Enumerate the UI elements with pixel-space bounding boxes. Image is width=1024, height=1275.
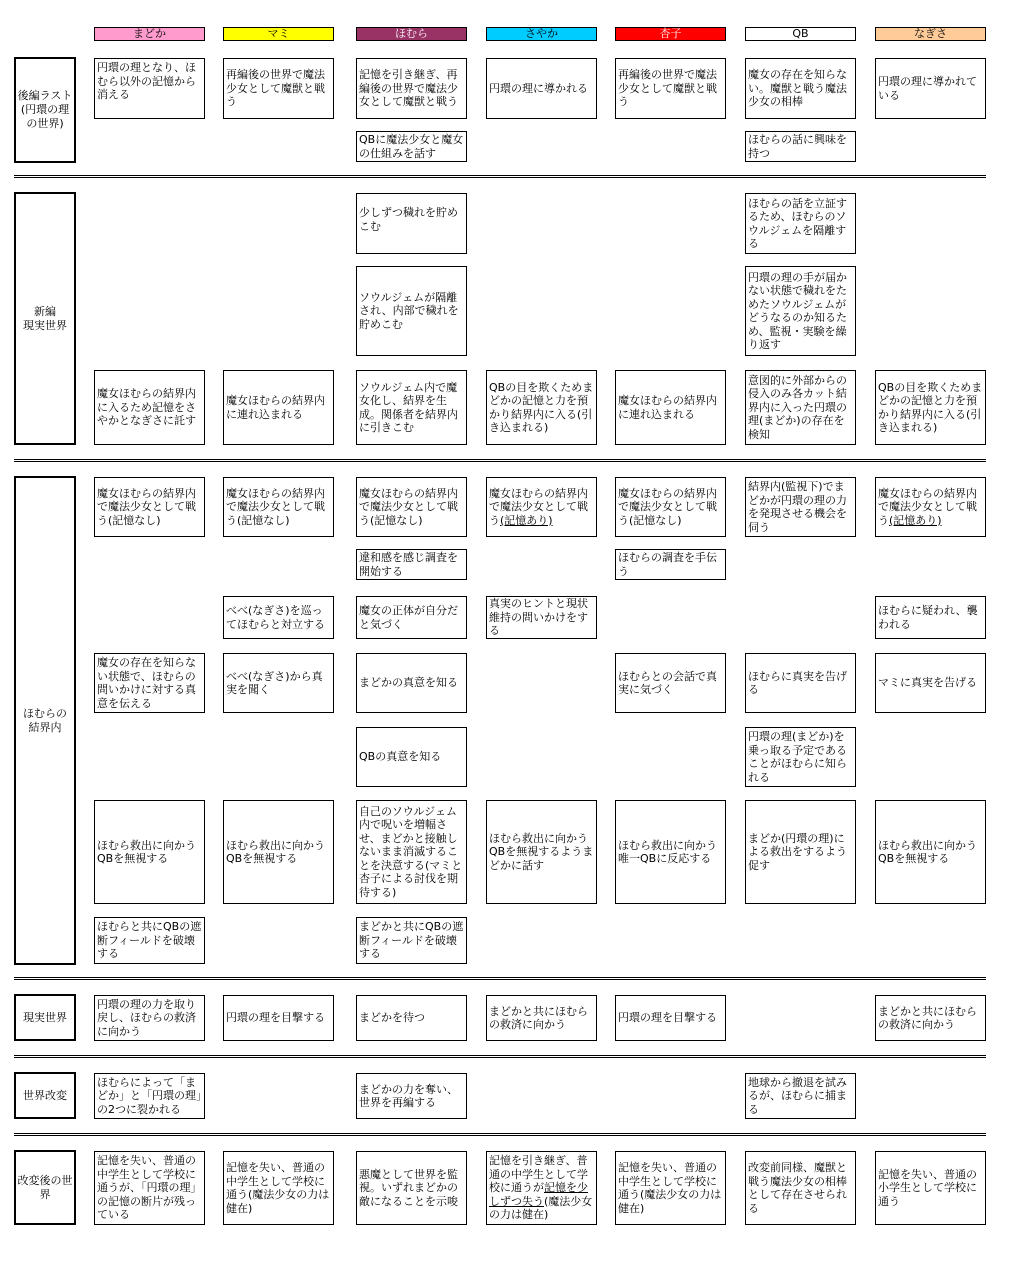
- cell-text: ほむらとの会話で真実に気づく: [618, 669, 717, 696]
- cell-text: 少しずつ穢れを貯めこむ: [359, 206, 458, 233]
- cell-text: ほむらによって「まどか」と「円環の理」の2つに裂かれる: [97, 1075, 202, 1116]
- cell-s5-qb: [745, 1073, 856, 1119]
- cell-text: 結界内(監視下)でまどかが円環の理の力を発現させる機会を伺う: [748, 480, 847, 534]
- cell-s3-mami-4: [223, 653, 334, 713]
- cell-text-part: 魔女ほむらの結界内で魔法少女として戦う: [489, 486, 588, 527]
- cell-s3-madoka-6: [94, 800, 205, 904]
- cell-text: 魔女ほむらの結界内で魔法少女として戦う(記憶なし): [226, 486, 325, 527]
- cell-s2-qb-1: [745, 193, 856, 254]
- cell-text: [878, 487, 983, 528]
- cell-s3-qb-5: [745, 727, 856, 787]
- cell-s3-nagisa-4: [875, 653, 986, 713]
- cell-text: QBに魔法少女と魔女の仕組みを話す: [359, 133, 464, 160]
- cell-text: 記憶を失い、普通の中学生として学校に通うが、「円環の理」の記憶の断片が残っている: [97, 1154, 202, 1222]
- cell-text: 円環の理となり、ほむら以外の記憶から消える: [97, 61, 196, 101]
- section-divider: [14, 1055, 986, 1058]
- cell-text: ほむら救出に向かう唯一QBに反応する: [618, 838, 717, 865]
- cell-text: [489, 487, 594, 528]
- cell-s6-homura: [356, 1151, 467, 1225]
- cell-s3-qb-6: [745, 800, 856, 904]
- cell-text: まどか(円環の理)による救出をするよう促す: [748, 831, 847, 872]
- cell-text: QBの目を欺くためまどかの記憶と力を預かり結界内に入る(引き込まれる): [489, 380, 594, 434]
- cell-text: ほむら救出に向かうQBを無視する: [226, 838, 325, 865]
- cell-s3-sayaka-3: [486, 596, 597, 639]
- cell-s5-homura: [356, 1073, 467, 1119]
- cell-text: 円環の理(まどか)を乗っ取る予定であることがほむらに知られる: [748, 730, 847, 784]
- cell-s2-homura-1: [356, 193, 467, 254]
- section-label-1: [14, 57, 76, 163]
- section-label-6-text: 改変後の世界: [17, 1173, 73, 1201]
- cell-s3-homura-6: [356, 800, 467, 904]
- cell-text: 魔女ほむらの結界内に連れ込まれる: [226, 394, 325, 421]
- cell-text: べべ(なぎさ)から真実を聞く: [226, 669, 323, 696]
- cell-text: 魔女の正体が自分だと気づく: [359, 604, 458, 631]
- cell-text-part: 記憶を引き継ぎ、普通の中学生として学校に通うが: [489, 1154, 588, 1195]
- cell-s3-sayaka-1: [486, 477, 597, 537]
- cell-text: ほむらの話を立証するため、ほむらのソウルジェムを隔離する: [748, 196, 847, 250]
- cell-s1-qb: [745, 58, 856, 119]
- cell-s3-madoka-4: [94, 653, 205, 713]
- section-divider: [14, 1133, 986, 1136]
- cell-s2-mami-3: [223, 370, 334, 445]
- cell-s3-nagisa-1: [875, 477, 986, 537]
- section-label-5: [14, 1072, 76, 1119]
- cell-text: 再編後の世界で魔法少女として魔獣と戦う: [618, 68, 717, 109]
- cell-text: 地球から撤退を試みるが、ほむらに捕まる: [748, 1075, 847, 1116]
- cell-text: 円環の理に導かれている: [878, 75, 977, 102]
- cell-s3-homura-2: [356, 549, 467, 580]
- cell-text: 真実のヒントと現状維持の問いかけをする: [489, 597, 588, 638]
- cell-s3-kyoko-6: [615, 800, 726, 904]
- cell-text: ほむら救出に向かうQBを無視する: [878, 838, 977, 865]
- cell-s2-kyoko-3: [615, 370, 726, 445]
- cell-s1-nagisa: [875, 58, 986, 119]
- cell-s3-kyoko-2: [615, 549, 726, 580]
- cell-s3-mami-1: [223, 477, 334, 537]
- section-label-3: [14, 476, 76, 965]
- cell-s3-nagisa-6: [875, 800, 986, 904]
- cell-s6-nagisa: [875, 1151, 986, 1225]
- cell-s3-kyoko-1: [615, 477, 726, 537]
- section-label-2-text: 新編 現実世界: [23, 304, 67, 332]
- cell-s3-homura-7: [356, 917, 467, 964]
- header-qb: QB: [745, 27, 856, 41]
- cell-s5-madoka: [94, 1073, 205, 1119]
- cell-text: 円環の理の手が届かない状態で穢れをためたソウルジェムがどうなるのか知るため、監視・実験を繰り返す: [748, 270, 847, 351]
- cell-s3-mami-3: [223, 596, 334, 639]
- cell-text: 改変前同様、魔獣と戦う魔法少女の相棒として存在させられる: [748, 1161, 847, 1215]
- cell-s3-homura-3: [356, 596, 467, 639]
- cell-s4-madoka: [94, 995, 205, 1041]
- cell-s4-kyoko: [615, 995, 726, 1041]
- cell-text: まどかを待つ: [359, 1011, 425, 1025]
- cell-text: ソウルジェムが隔離され、内部で穢れを貯めこむ: [359, 290, 459, 331]
- cell-text: 記憶を失い、普通の小学生として学校に通う: [878, 1167, 977, 1208]
- cell-s3-sayaka-6: [486, 800, 597, 904]
- cell-s4-sayaka: [486, 995, 597, 1041]
- cell-s4-nagisa: [875, 995, 986, 1041]
- cell-text: ほむらの話に興味を持つ: [748, 133, 847, 160]
- cell-s3-madoka-1: [94, 477, 205, 537]
- cell-text: 魔女の存在を知らない状態で、ほむらの問いかけに対する真意を伝える: [97, 656, 196, 710]
- cell-text: 円環の理を目撃する: [618, 1011, 717, 1025]
- cell-s2-homura-3: [356, 370, 467, 445]
- memory-note: 記憶を少しずつ失う: [489, 1181, 588, 1208]
- cell-s4-mami: [223, 995, 334, 1041]
- header-kyoko: 杏子: [615, 27, 726, 41]
- cell-text: まどかの真意を知る: [359, 676, 458, 690]
- cell-text: まどかと共にほむらの救済に向かう: [489, 1004, 588, 1031]
- cell-text: 記憶を引き継ぎ、再編後の世界で魔法少女として魔獣と戦う: [359, 68, 458, 109]
- cell-text: 記憶を失い、普通の中学生として学校に通う(魔法少女の力は健在): [226, 1161, 330, 1215]
- section-label-3-text: ほむらの 結界内: [23, 706, 67, 734]
- cell-text: ほむらに真実を告げる: [748, 669, 847, 696]
- cell-text: まどかの力を奪い、世界を再編する: [359, 1082, 458, 1109]
- section-label-4: [14, 994, 76, 1041]
- memory-note: (記憶あり): [889, 513, 942, 527]
- cell-text-part: 魔女ほむらの結界内で魔法少女として戦う: [878, 486, 977, 527]
- cell-s2-qb-3: [745, 370, 856, 445]
- cell-s1-qb-2: [745, 131, 856, 162]
- section-label-2: [14, 192, 76, 445]
- cell-s2-nagisa-3: [875, 370, 986, 445]
- cell-s1-homura: [356, 58, 467, 119]
- cell-s1-kyoko: [615, 58, 726, 119]
- section-label-6: [14, 1150, 76, 1225]
- section-divider: [14, 977, 986, 980]
- header-madoka: まどか: [94, 27, 205, 41]
- cell-text: 魔女ほむらの結界内に連れ込まれる: [618, 394, 717, 421]
- cell-text: 円環の理の力を取り戻し、ほむらの救済に向かう: [97, 997, 196, 1038]
- cell-text: [489, 1154, 594, 1222]
- section-divider: [14, 175, 986, 178]
- cell-s3-kyoko-4: [615, 653, 726, 713]
- cell-text: ほむらに疑われ、襲われる: [878, 604, 978, 631]
- cell-text: 円環の理を目撃する: [226, 1011, 325, 1025]
- cell-text: QBの真意を知る: [359, 750, 442, 764]
- cell-text: 魔女ほむらの結界内で魔法少女として戦う(記憶なし): [97, 486, 196, 527]
- cell-s3-nagisa-3: [875, 596, 986, 639]
- cell-s6-madoka: [94, 1151, 205, 1225]
- section-label-1-text: 後編ラスト(円環の理の世界): [17, 89, 73, 130]
- cell-text: ソウルジェム内で魔女化し、結界を生成。関係者を結界内に引きこむ: [359, 380, 458, 434]
- cell-text: 魔女の存在を知らない。魔獣と戦う魔法少女の相棒: [748, 68, 847, 109]
- cell-text: QBの目を欺くためまどかの記憶と力を預かり結界内に入る(引き込まれる): [878, 380, 983, 434]
- cell-text: 記憶を失い、普通の中学生として学校に通う(魔法少女の力は健在): [618, 1161, 722, 1215]
- cell-s2-homura-2: [356, 266, 467, 356]
- cell-text: 魔女ほむらの結界内に入るため記憶をさやかとなぎさに託す: [97, 387, 196, 428]
- cell-s1-madoka: [94, 58, 205, 119]
- cell-s1-mami: [223, 58, 334, 119]
- cell-text-part: (魔法少女の力は健在): [489, 1194, 593, 1222]
- cell-s3-homura-5: [356, 727, 467, 787]
- cell-text: 意図的に外部からの侵入のみ各カット結界内に入った円環の理(まどか)の存在を検知: [748, 373, 847, 441]
- section-label-4-text: 現実世界: [23, 1010, 67, 1024]
- cell-text: ほむらと共にQBの遮断フィールドを破壊する: [97, 920, 202, 961]
- cell-s2-madoka-3: [94, 370, 205, 445]
- header-homura: ほむら: [356, 27, 467, 41]
- cell-s6-mami: [223, 1151, 334, 1225]
- cell-text: まどかと共にQBの遮断フィールドを破壊する: [359, 920, 464, 961]
- cell-text: 違和感を感じ調査を開始する: [359, 551, 458, 578]
- cell-text: 魔女ほむらの結界内で魔法少女として戦う(記憶なし): [359, 486, 458, 527]
- cell-s3-qb-1: [745, 477, 856, 537]
- cell-text: ほむら救出に向かうQBを無視する: [97, 838, 196, 865]
- header-mami: マミ: [223, 27, 334, 41]
- header-nagisa: なぎさ: [875, 27, 986, 41]
- cell-text: 魔女ほむらの結界内で魔法少女として戦う(記憶なし): [618, 486, 717, 527]
- cell-text: ほむら救出に向かうQBを無視するようまどかに話す: [489, 831, 594, 872]
- cell-text: 悪魔として世界を監視。いずれまどかの敵になることを示唆: [359, 1167, 458, 1208]
- cell-text: 円環の理に導かれる: [489, 81, 588, 95]
- cell-s3-qb-4: [745, 653, 856, 713]
- cell-text: まどかと共にほむらの救済に向かう: [878, 1004, 977, 1031]
- section-label-5-text: 世界改変: [23, 1088, 67, 1102]
- cell-s2-sayaka-3: [486, 370, 597, 445]
- cell-s3-homura-1: [356, 477, 467, 537]
- cell-s4-homura: [356, 995, 467, 1041]
- cell-s1-homura-2: [356, 131, 467, 162]
- cell-s3-homura-4: [356, 653, 467, 713]
- cell-text: ほむらの調査を手伝う: [618, 551, 717, 578]
- cell-s3-mami-6: [223, 800, 334, 904]
- memory-note: (記憶あり): [500, 513, 553, 527]
- cell-s6-sayaka: [486, 1151, 597, 1225]
- cell-text: 自己のソウルジェム内で呪いを増幅させ、まどかと接触しないまま消滅することを決意する(マミと杏子による討伐を期待する): [359, 804, 463, 899]
- cell-text: 再編後の世界で魔法少女として魔獣と戦う: [226, 68, 325, 109]
- cell-s3-madoka-7: [94, 917, 205, 964]
- cell-s6-kyoko: [615, 1151, 726, 1225]
- cell-s2-qb-2: [745, 266, 856, 356]
- header-sayaka: さやか: [486, 27, 597, 41]
- cell-text: マミに真実を告げる: [878, 676, 977, 690]
- section-divider: [14, 459, 986, 462]
- cell-s6-qb: [745, 1151, 856, 1225]
- cell-text: べべ(なぎさ)を巡ってほむらと対立する: [226, 604, 325, 631]
- cell-s1-sayaka: [486, 58, 597, 119]
